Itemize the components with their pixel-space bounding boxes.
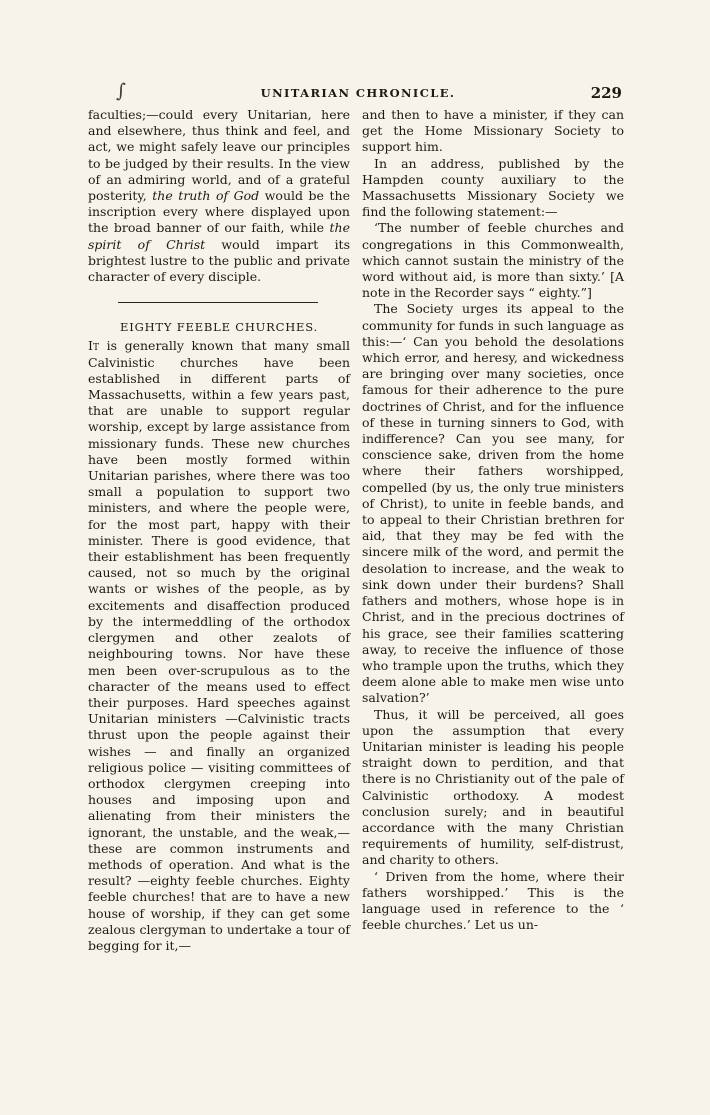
continued-text-part-2: would be the inscription every where displayed upon the broad banner of our faith, while bbox=[88, 188, 350, 236]
continued-text-part-3: would impart its brightest lustre to the public and private character of every disciple. bbox=[88, 236, 351, 285]
right-paragraph-4: The Society urges its appeal to the community for funds in such language as this:—‘ Can you behold the desolations which error, and heresy, and wickedness are bringing over many societies, once famous for their adherence to the pure doctrines of Christ, and for the influence of these in turning sinners to God, with indifference? Can you see many, for conscience sake, driven from the home where their fathers worshipped, compelled (by us, the only true ministers of Christ), to unite in feeble bands, and to appeal to their Christian brethren for aid, that they may be fed with the sincere milk of the word, and permit the desolation to increase, and the weak to sink down under their burdens? Shall fathers and mothers, whose hope is in Christ, and in the precious doctrines of his grace, see their families scattering away, to receive the influence of those who trample upon the truths, which they deem alone able to make men wise unto salvation?’ bbox=[362, 301, 624, 706]
right-paragraph-6: ‘ Driven from the home, where their fathers worshipped.’ This is the language used in reference to the ‘ feeble churches.’ Let us un- bbox=[362, 868, 624, 933]
article-initial: It bbox=[88, 338, 99, 354]
right-paragraph-2: In an address, published by the Hampden county auxiliary to the Massachusetts Missionary Society we find the following statement:— bbox=[362, 155, 624, 220]
running-title: UNITARIAN CHRONICLE. bbox=[260, 86, 456, 100]
left-column bbox=[88, 107, 350, 954]
italic-the-truth-of-god: the truth of God bbox=[152, 188, 260, 204]
running-header bbox=[88, 80, 628, 104]
continued-paragraph bbox=[88, 107, 350, 285]
right-column bbox=[362, 107, 624, 933]
article-paragraph bbox=[88, 338, 350, 954]
right-paragraph-5: Thus, it will be perceived, all goes upon the assumption that every Unitarian minister is leading his people straight down to perdition, and that there is no Christianity out of the pale of Calvinistic orthodoxy. A modest conclusion surely; and in beautiful accordance with the many Christian requirements of humility, self-distrust, and charity to others. bbox=[362, 706, 624, 868]
header-mark: ∫ bbox=[116, 80, 126, 102]
article-body: is generally known that many small Calvinistic churches have been established in different parts of Massachusetts, within a few years past, that are unable to support regular worship, except by large assistance from missionary funds. These new churches have been mostly formed within Unitarian parishes, where there was too small a population to support two ministers, and where the people were, for the most part, happy with their minister. There is good evidence, that their establishment has been frequently caused, not so much by the original wants or wishes of the people, as by excitements and disaffection produced by the intermeddling of the orthodox clergymen and other zealots of neighbouring towns. Nor have these men been over-scrupulous as to the character of the means used to effect their purposes. Hard speeches against Unitarian ministers —Calvinistic tracts thrust upon the people against their wishes — and finally an organized religious police — visiting committees of orthodox clergymen creeping into houses and imposing upon and alienating from their ministers the ignorant, the unstable, and the weak,—these are common instruments and methods of operation. And what is the result? —eighty feeble churches. Eighty feeble churches! that are to have a new house of worship, if they can get some zealous clergyman to undertake a tour of begging for it,— bbox=[88, 338, 350, 953]
italic-the-spirit-of-christ: the spirit of Christ bbox=[88, 220, 350, 252]
continued-text-part-1: faculties;—could every Unitarian, here and elsewhere, thus think and feel, and act, we might safely leave our principles to be judged by their results. In the view of an admiring world, and of a grateful posterity, bbox=[88, 107, 350, 204]
right-paragraph-3: ‘The number of feeble churches and congregations in this Commonwealth, which cannot sustain the ministry of the word without aid, is more than sixty.’ [A note in the Recorder says “ eighty.”] bbox=[362, 220, 624, 301]
right-paragraph-1: and then to have a minister, if they can get the Home Missionary Society to support him. bbox=[362, 107, 624, 155]
article-heading: EIGHTY FEEBLE CHURCHES. bbox=[120, 320, 318, 335]
page-number: 229 bbox=[590, 84, 622, 102]
section-divider bbox=[118, 302, 318, 303]
